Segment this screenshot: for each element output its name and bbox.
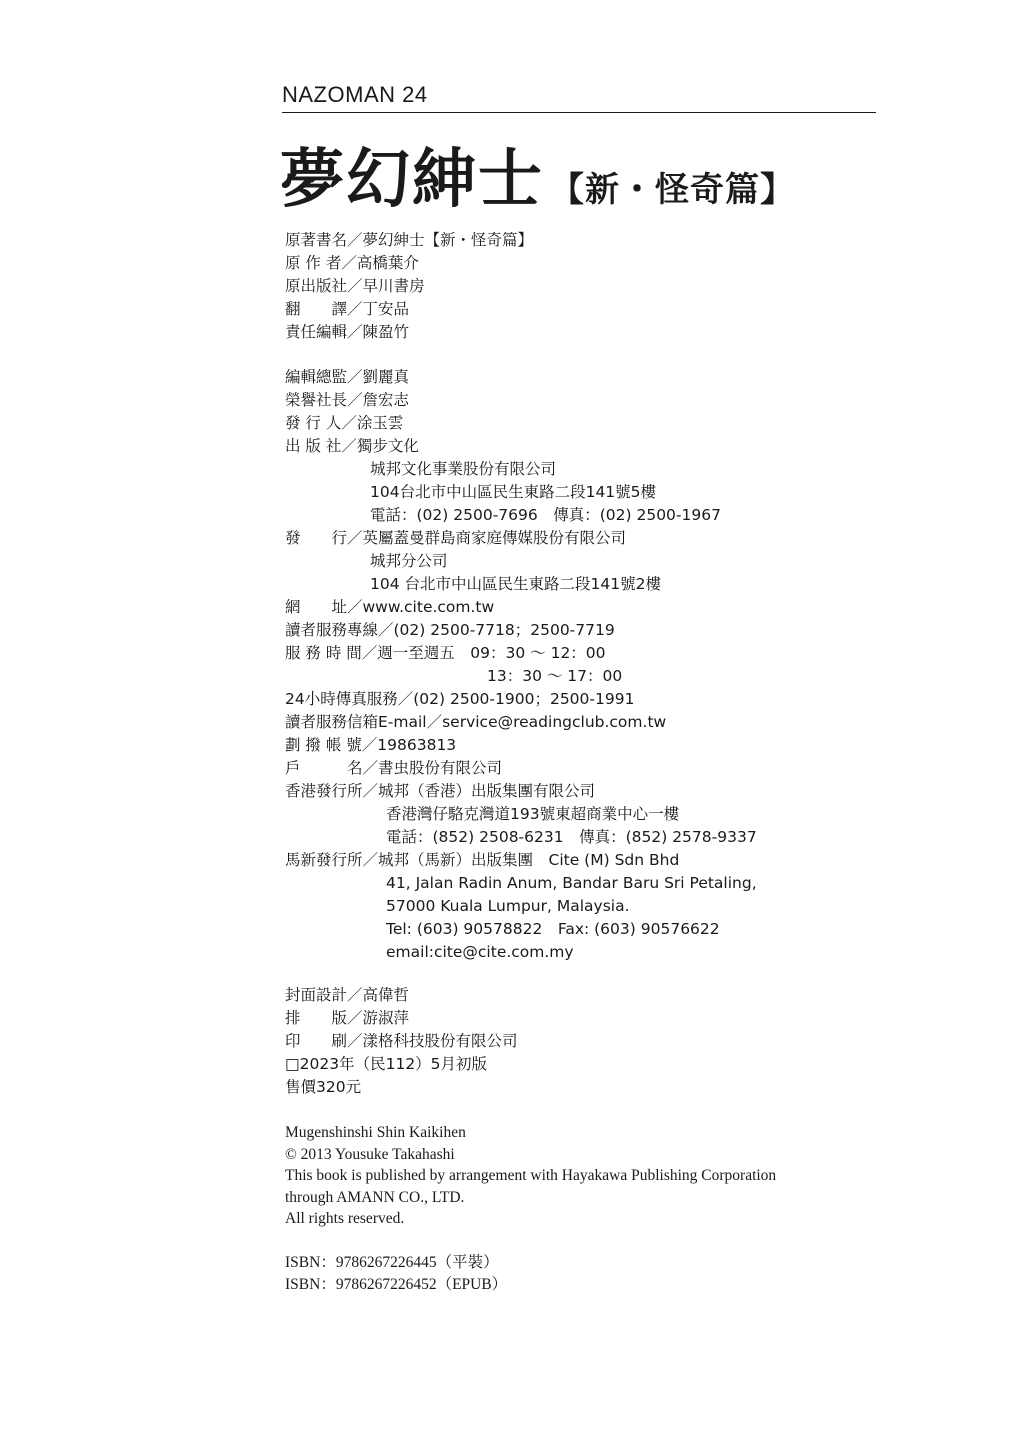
credit-line: 香港灣仔駱克灣道193號東超商業中心一樓	[386, 805, 680, 823]
credit-line: 售價320元	[285, 1078, 362, 1096]
credit-line: 發 行／英屬蓋曼群島商家庭傳媒股份有限公司	[285, 529, 627, 547]
credit-line: 發 行 人／涂玉雲	[285, 414, 404, 432]
credit-line: 104 台北市中山區民生東路二段141號2樓	[370, 575, 661, 593]
credit-line: 劃 撥 帳 號／19863813	[285, 736, 457, 754]
credits-original	[285, 229, 533, 344]
credit-line: 戶 名／書虫股份有限公司	[285, 759, 503, 777]
credit-line: 24小時傳真服務／(02) 2500-1900；2500-1991	[285, 690, 635, 708]
credit-line: 原出版社／早川書房	[285, 277, 425, 295]
credit-line: 網 址／www.cite.com.tw	[285, 598, 495, 616]
credit-line: 香港發行所／城邦（香港）出版集團有限公司	[285, 782, 596, 800]
credit-line: 翻 譯／丁安品	[285, 300, 410, 318]
credit-line: 原 作 者／高橋葉介	[285, 254, 419, 272]
isbn-line: ISBN：9786267226452（EPUB）	[285, 1276, 508, 1293]
credit-line: 電話：(852) 2508-6231 傳真：(852) 2578-9337	[386, 828, 757, 846]
credit-line: 41, Jalan Radin Anum, Bandar Baru Sri Petaling,	[386, 874, 757, 892]
credit-line: 城邦分公司	[370, 552, 448, 570]
credit-line: 57000 Kuala Lumpur, Malaysia.	[386, 897, 630, 915]
credit-line: 服 務 時 間／週一至週五 09：30 ～ 12：00	[285, 644, 606, 662]
credit-line: 印 刷／漾格科技股份有限公司	[285, 1032, 518, 1050]
credit-line: 13：30 ～ 17：00	[487, 667, 623, 685]
credit-line: 讀者服務信箱E-mail／service@readingclub.com.tw	[285, 713, 667, 731]
copyright-line: This book is published by arrangement with Hayakawa Publishing Corporation	[285, 1167, 777, 1184]
credit-line: 責任編輯／陳盈竹	[285, 323, 410, 341]
book-title-sub: 【新・怪奇篇】	[550, 170, 795, 210]
credit-line: 城邦文化事業股份有限公司	[370, 460, 557, 478]
credit-line: 出 版 社／獨步文化	[285, 437, 419, 455]
credit-line: Tel: (603) 90578822 Fax: (603) 90576622	[386, 920, 720, 938]
credit-line: 原著書名／夢幻紳士【新・怪奇篇】	[285, 231, 534, 249]
credit-line: email:cite@cite.com.my	[386, 943, 574, 961]
credit-line: 編輯總監／劉麗真	[285, 368, 410, 386]
credit-line: 電話：(02) 2500-7696 傳真：(02) 2500-1967	[370, 506, 721, 524]
copyright-line: All rights reserved.	[285, 1210, 405, 1227]
credit-line: 排 版／游淑萍	[285, 1009, 410, 1027]
credits-publisher	[285, 366, 757, 964]
book-title	[280, 128, 795, 220]
credit-line: 讀者服務專線／(02) 2500-7718；2500-7719	[285, 621, 615, 639]
isbn-line: ISBN：9786267226445（平裝）	[285, 1254, 499, 1271]
credit-line: 104台北市中山區民生東路二段141號5樓	[370, 483, 657, 501]
copyright-line: Mugenshinshi Shin Kaikihen	[285, 1124, 466, 1141]
copyright-notice	[285, 1122, 776, 1230]
isbn-block	[285, 1252, 507, 1296]
credit-line: □2023年（民112）5月初版	[285, 1055, 488, 1073]
credits-production	[285, 984, 518, 1099]
copyright-line: © 2013 Yousuke Takahashi	[285, 1145, 455, 1163]
credit-line: 封面設計／高偉哲	[285, 986, 410, 1004]
copyright-line: through AMANN CO., LTD.	[285, 1188, 465, 1206]
credit-line: 榮譽社長／詹宏志	[285, 391, 410, 409]
book-title-main: 夢幻紳士	[280, 142, 544, 217]
header-rule	[282, 112, 876, 113]
credit-line: 馬新發行所／城邦（馬新）出版集團 Cite (M) Sdn Bhd	[285, 851, 680, 869]
series-label: NAZOMAN 24	[282, 82, 428, 107]
